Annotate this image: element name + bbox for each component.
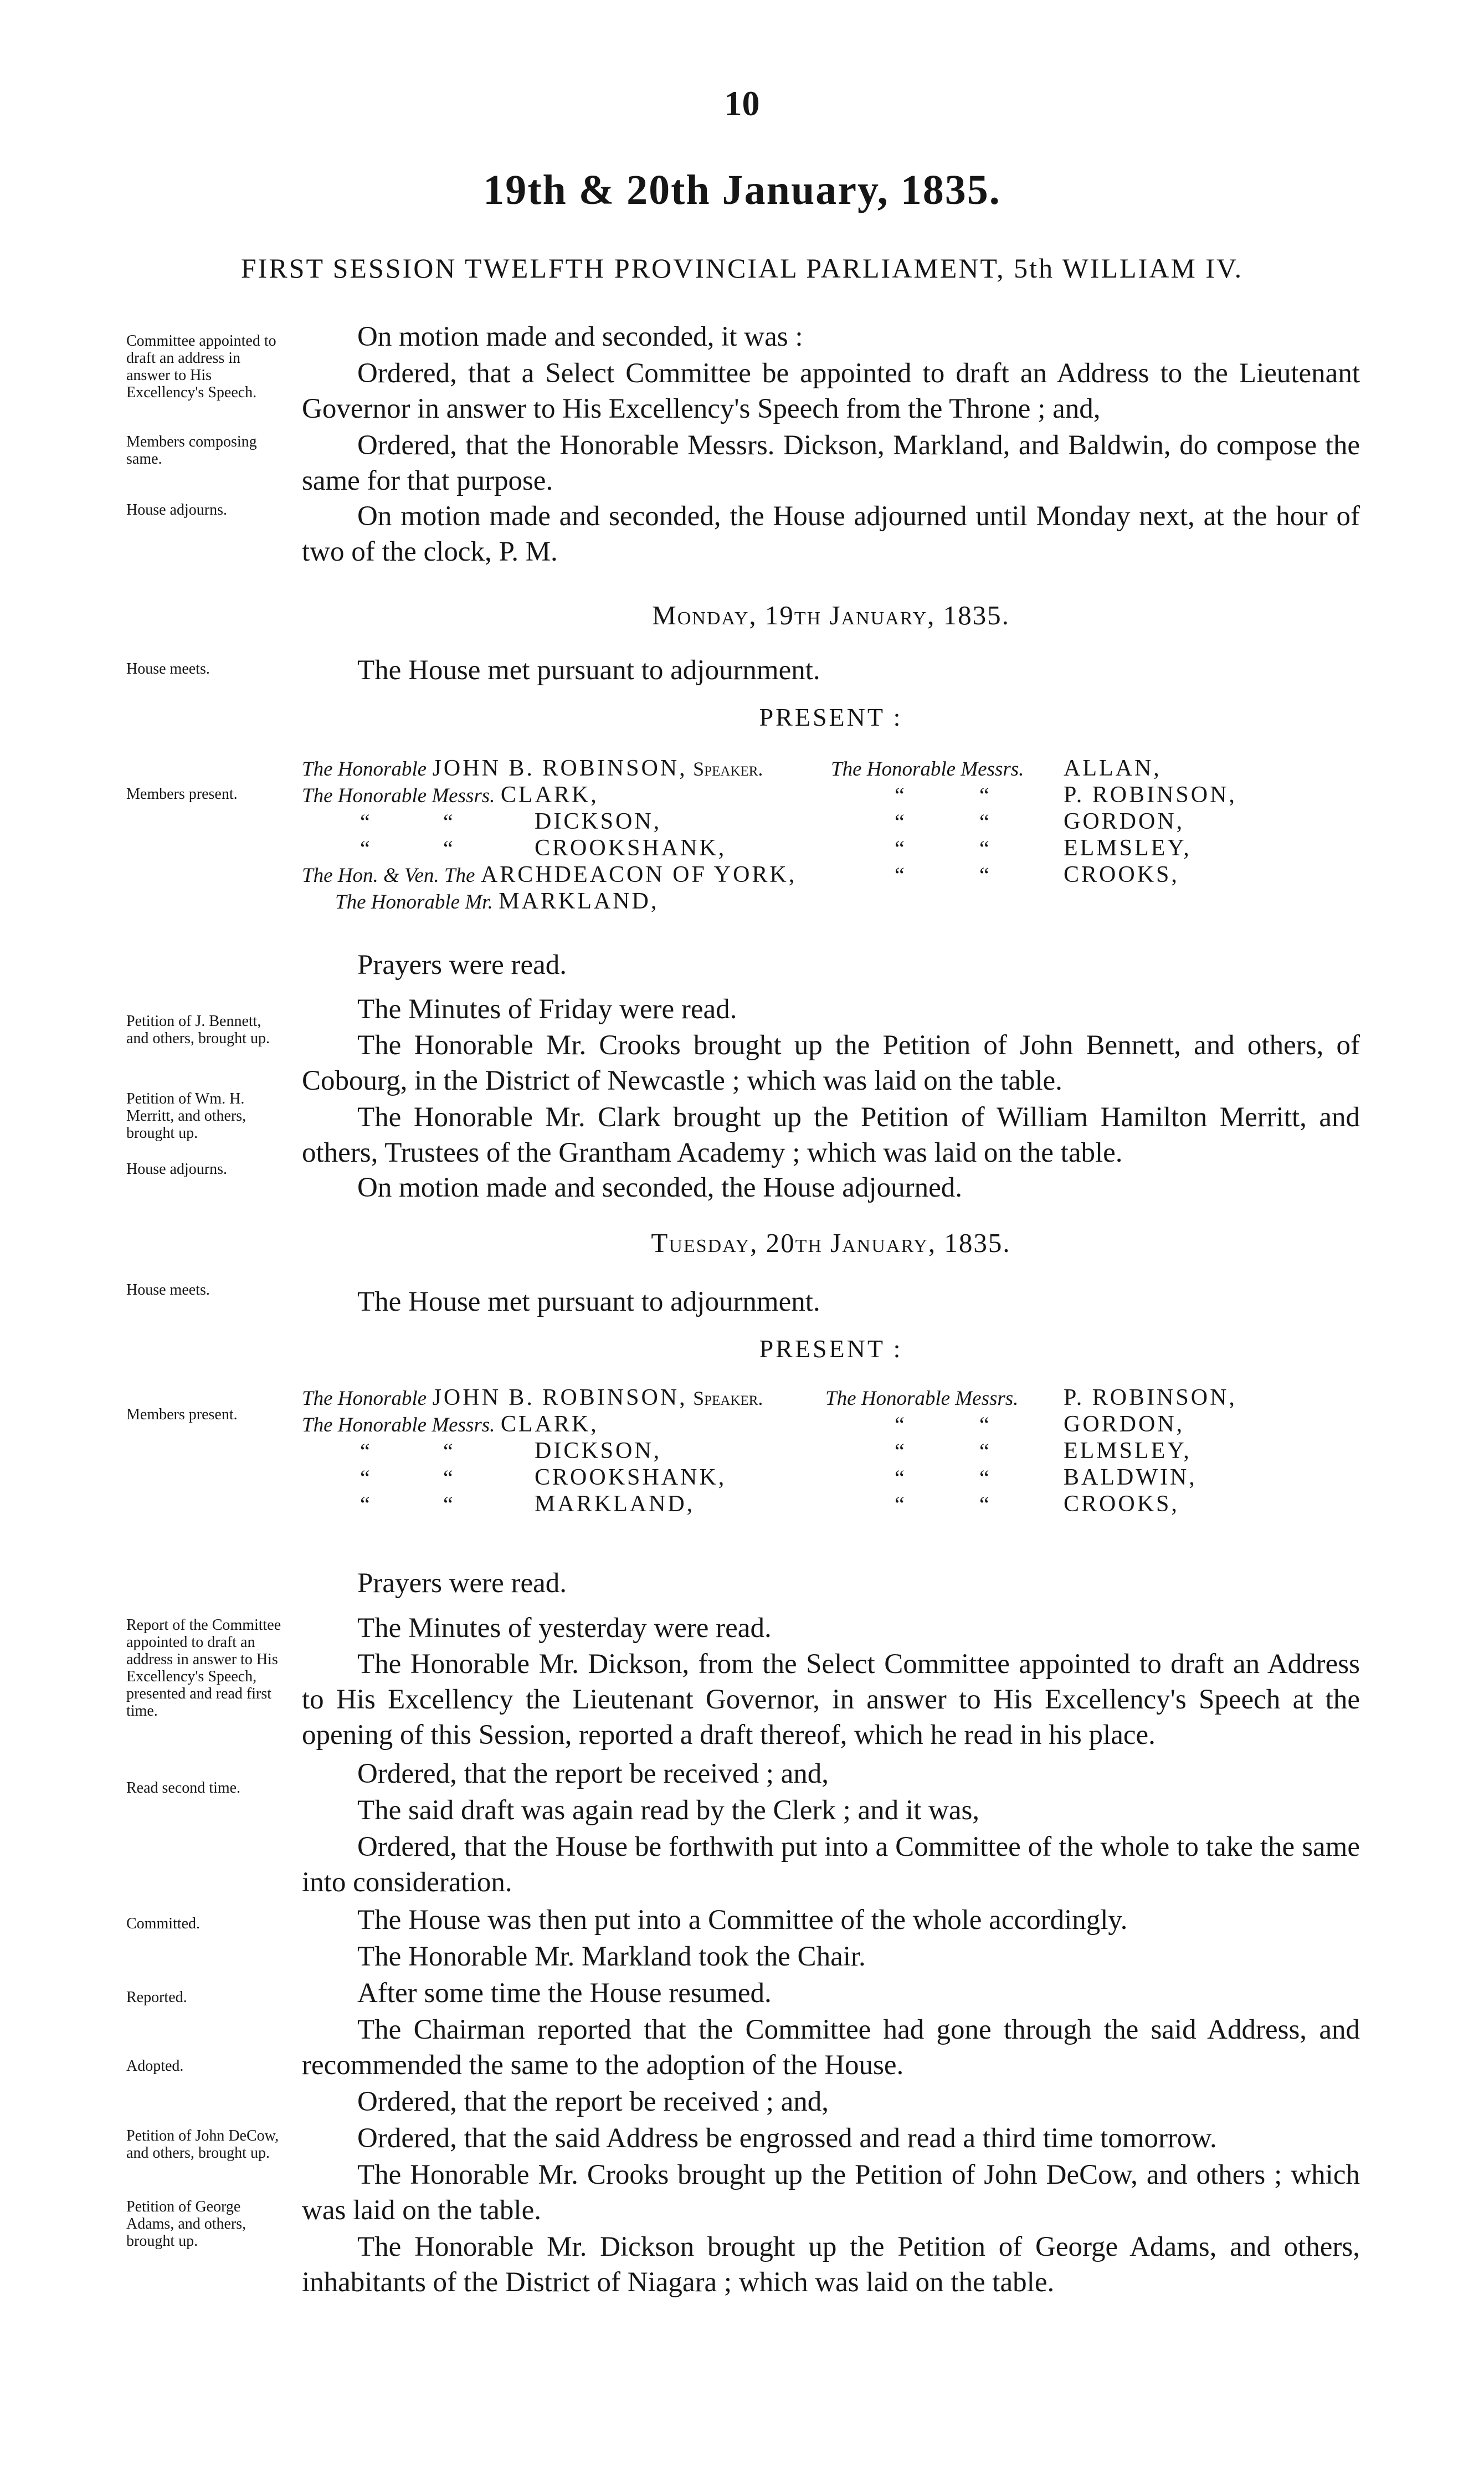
paragraph: The said draft was again read by the Clerk ; and it was,: [357, 1795, 980, 1826]
member-name: CROOKSHANK,: [535, 835, 727, 861]
paragraph: The Honorable Mr. Clark brought up the Petition of William Hamilton Merritt, and others, Trustees of the Grantham Academy ; which was laid on the table.: [302, 1102, 1360, 1168]
member-name: JOHN B. ROBINSON,: [432, 1385, 687, 1410]
member-name: CROOKSHANK,: [535, 1465, 727, 1490]
paragraph: Prayers were read.: [357, 950, 567, 981]
member-row: [302, 756, 763, 782]
member-name: P. ROBINSON,: [1064, 1385, 1237, 1410]
margin-note: House meets.: [126, 660, 210, 678]
paragraph: Prayers were read.: [357, 1568, 567, 1599]
paragraph: The Honorable Mr. Crooks brought up the Petition of John DeCow, and others ; which was laid on the table.: [302, 2159, 1360, 2226]
member-name: JOHN B. ROBINSON,: [432, 756, 687, 781]
ditto-mark: “: [979, 1439, 989, 1464]
paragraph: The Honorable Mr. Crooks brought up the Petition of John Bennett, and others, of Cobourg, in the District of Newcastle ; which was laid on the table.: [302, 1030, 1360, 1096]
ditto-mark: “: [443, 1439, 453, 1464]
margin-note: House meets.: [126, 1281, 210, 1299]
paragraph: The Honorable Mr. Dickson, from the Select Committee appointed to draft an Address to His Excellency the Lieutenant Governor, in answer to His Excellency's Speech at the opening of this Session, reported a draft thereof, which he read in his place.: [302, 1649, 1360, 1751]
member-title: [831, 756, 1024, 782]
paragraph: After some time the House resumed.: [357, 1978, 772, 2009]
member-name: P. ROBINSON,: [1064, 782, 1237, 808]
member-name: MARKLAND,: [499, 889, 659, 914]
paragraph: Ordered, that the House be forthwith put into a Committee of the whole to take the same into consideration.: [302, 1831, 1360, 1898]
member-name: DICKSON,: [535, 809, 662, 834]
ditto-mark: “: [895, 783, 905, 808]
margin-note: Members present.: [126, 786, 238, 803]
ditto-mark: “: [895, 1465, 905, 1490]
member-role: Speaker.: [693, 1387, 763, 1409]
member-title: The Honorable Messrs.: [302, 1414, 495, 1436]
member-title: The Honorable Messrs.: [302, 784, 495, 807]
margin-note: Adopted.: [126, 2057, 184, 2075]
margin-note: Petition of George Adams, and others, brought up.: [126, 2198, 247, 2250]
ditto-mark: “: [360, 1465, 370, 1490]
ditto-mark: “: [895, 809, 905, 834]
member-name: ALLAN,: [1064, 756, 1162, 781]
member-name: GORDON,: [1064, 809, 1185, 834]
member-title: The Honorable Mr.: [335, 891, 493, 914]
margin-note: Reported.: [126, 1989, 187, 2006]
ditto-mark: “: [360, 809, 370, 834]
ditto-mark: “: [979, 1465, 989, 1490]
member-row: [302, 782, 599, 809]
paragraph: On motion made and seconded, the House adjourned.: [357, 1172, 962, 1203]
ditto-mark: “: [895, 1492, 905, 1517]
member-name: GORDON,: [1064, 1412, 1185, 1437]
paragraph: The House was then put into a Committee of the whole accordingly.: [357, 1905, 1128, 1936]
paragraph: The Honorable Mr. Markland took the Chair.: [357, 1941, 866, 1972]
ditto-mark: “: [895, 836, 905, 861]
day-heading: Tuesday, 20th January, 1835.: [651, 1228, 1011, 1258]
member-row: [302, 1412, 599, 1438]
member-title: [825, 1385, 1018, 1412]
paragraph: On motion made and seconded, the House adjourned until Monday next, at the hour of two of the clock, P. M.: [302, 501, 1360, 567]
present-heading: PRESENT :: [759, 1335, 903, 1363]
member-name: CROOKS,: [1064, 1491, 1179, 1517]
member-title-text: The Honorable Messrs.: [831, 758, 1024, 781]
margin-note: Committed.: [126, 1915, 200, 1932]
ditto-mark: “: [360, 836, 370, 861]
margin-note: House adjourns.: [126, 501, 227, 519]
member-title-text: The Honorable Messrs.: [825, 1387, 1019, 1410]
margin-note: Report of the Committee appointed to draft an address in answer to His Excellency's Speech, presented and read first time.: [126, 1616, 281, 1720]
member-name: BALDWIN,: [1064, 1465, 1197, 1490]
session-heading: FIRST SESSION TWELFTH PROVINCIAL PARLIAMENT, 5th WILLIAM IV.: [240, 253, 1244, 284]
ditto-mark: “: [979, 809, 989, 834]
margin-note: Petition of John DeCow, and others, brought up.: [126, 2127, 279, 2162]
ditto-mark: “: [360, 1439, 370, 1464]
ditto-mark: “: [895, 1439, 905, 1464]
paragraph: Ordered, that a Select Committee be appointed to draft an Address to the Lieutenant Governor in answer to His Excellency's Speech from the Throne ; and,: [302, 358, 1360, 424]
ditto-mark: “: [979, 783, 989, 808]
member-row: [302, 862, 797, 889]
margin-note: Members composing same.: [126, 433, 257, 468]
ditto-mark: “: [979, 1492, 989, 1517]
paragraph: The Minutes of Friday were read.: [357, 994, 737, 1025]
member-row: [302, 1385, 763, 1412]
ditto-mark: “: [979, 863, 989, 887]
paragraph: The House met pursuant to adjournment.: [357, 655, 820, 686]
paragraph: Ordered, that the report be received ; and,: [357, 1758, 829, 1789]
margin-note: Petition of J. Bennett, and others, brought up.: [126, 1013, 270, 1047]
margin-note: Committee appointed to draft an address in answer to His Excellency's Speech.: [126, 332, 276, 401]
paragraph: The Minutes of yesterday were read.: [357, 1613, 772, 1644]
paragraph: On motion made and seconded, it was :: [357, 321, 803, 352]
member-name: CLARK,: [500, 1412, 599, 1437]
paragraph: Ordered, that the report be received ; and,: [357, 2086, 829, 2117]
member-row: [335, 889, 659, 915]
ditto-mark: “: [443, 1465, 453, 1490]
member-title: The Honorable: [302, 758, 427, 781]
date-heading: 19th & 20th January, 1835.: [483, 167, 1001, 213]
member-name: MARKLAND,: [535, 1491, 695, 1517]
ditto-mark: “: [979, 836, 989, 861]
present-heading: PRESENT :: [759, 703, 903, 731]
day-heading: Monday, 19th January, 1835.: [652, 600, 1010, 630]
ditto-mark: “: [443, 809, 453, 834]
ditto-mark: “: [895, 1412, 905, 1437]
paragraph: The Chairman reported that the Committee had gone through the said Address, and recommended the same to the adoption of the House.: [302, 2014, 1360, 2081]
page-number: 10: [724, 84, 760, 123]
member-title: The Honorable: [302, 1387, 427, 1410]
ditto-mark: “: [895, 863, 905, 887]
member-name: DICKSON,: [535, 1438, 662, 1464]
ditto-mark: “: [443, 1492, 453, 1517]
margin-note: Read second time.: [126, 1779, 241, 1797]
member-title: The Hon. & Ven. The: [302, 864, 475, 887]
member-name: CROOKS,: [1064, 862, 1179, 887]
paragraph: Ordered, that the said Address be engrossed and read a third time tomorrow.: [357, 2123, 1217, 2154]
margin-note: Petition of Wm. H. Merritt, and others, brought up.: [126, 1090, 247, 1142]
member-name: ELMSLEY,: [1064, 1438, 1192, 1464]
paragraph: The House met pursuant to adjournment.: [357, 1286, 820, 1317]
ditto-mark: “: [443, 836, 453, 861]
member-role: Speaker.: [693, 758, 763, 780]
margin-note: Members present.: [126, 1406, 238, 1423]
ditto-mark: “: [360, 1492, 370, 1517]
member-name: ELMSLEY,: [1064, 835, 1192, 861]
ditto-mark: “: [979, 1412, 989, 1437]
member-name: CLARK,: [500, 782, 599, 808]
paragraph: The Honorable Mr. Dickson brought up the Petition of George Adams, and others, inhabitants of the District of Niagara ; which was laid on the table.: [302, 2231, 1360, 2298]
margin-note: House adjourns.: [126, 1161, 227, 1178]
member-name: ARCHDEACON OF YORK,: [480, 862, 797, 887]
paragraph: Ordered, that the Honorable Messrs. Dickson, Markland, and Baldwin, do compose the same for that purpose.: [302, 430, 1360, 496]
